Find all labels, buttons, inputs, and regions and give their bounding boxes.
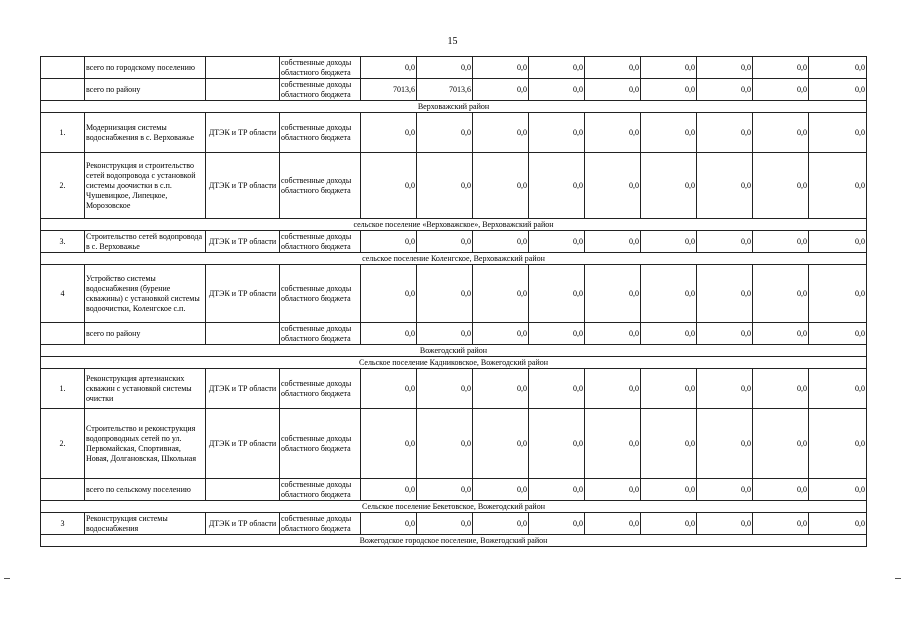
amount-cell: 0,0 — [361, 113, 417, 153]
amount-cell: 0,0 — [585, 369, 641, 409]
row-number: 3 — [41, 513, 85, 535]
amount-cell: 0,0 — [809, 57, 867, 79]
amount-cell: 0,0 — [529, 513, 585, 535]
amount-cell: 0,0 — [361, 513, 417, 535]
scan-mark-right — [895, 578, 901, 579]
amount-cell: 0,0 — [641, 479, 697, 501]
section-header-row — [41, 535, 867, 547]
measure-name: всего по району — [85, 323, 206, 345]
amount-cell: 0,0 — [585, 231, 641, 253]
amount-cell: 0,0 — [585, 409, 641, 479]
amount-cell: 0,0 — [529, 323, 585, 345]
amount-cell: 0,0 — [641, 265, 697, 323]
amount-cell: 0,0 — [697, 79, 753, 101]
amount-cell: 0,0 — [753, 479, 809, 501]
amount-cell: 0,0 — [473, 479, 529, 501]
amount-cell: 0,0 — [697, 265, 753, 323]
amount-cell: 0,0 — [809, 231, 867, 253]
amount-cell: 0,0 — [417, 231, 473, 253]
amount-cell: 0,0 — [585, 113, 641, 153]
measure-name: Модернизация системы водоснабжения в с. Верховажье — [85, 113, 206, 153]
executor — [206, 323, 280, 345]
executor: ДТЭК и ТР области — [206, 113, 280, 153]
amount-cell: 0,0 — [473, 369, 529, 409]
amount-cell: 0,0 — [641, 369, 697, 409]
amount-cell: 0,0 — [753, 153, 809, 219]
amount-cell: 0,0 — [361, 57, 417, 79]
amount-cell: 7013,6 — [361, 79, 417, 101]
amount-cell: 0,0 — [697, 479, 753, 501]
executor — [206, 57, 280, 79]
section-title: Верховажский район — [41, 101, 867, 113]
amount-cell: 0,0 — [641, 79, 697, 101]
row-number: 3. — [41, 231, 85, 253]
table-row — [41, 153, 867, 219]
amount-cell: 0,0 — [697, 231, 753, 253]
amount-cell: 0,0 — [809, 513, 867, 535]
amount-cell: 7013,6 — [417, 79, 473, 101]
amount-cell: 0,0 — [753, 57, 809, 79]
amount-cell: 0,0 — [361, 479, 417, 501]
amount-cell: 0,0 — [697, 153, 753, 219]
section-title: Вожегодский район — [41, 345, 867, 357]
amount-cell: 0,0 — [585, 323, 641, 345]
amount-cell: 0,0 — [361, 369, 417, 409]
section-header-row — [41, 357, 867, 369]
amount-cell: 0,0 — [529, 153, 585, 219]
amount-cell: 0,0 — [417, 369, 473, 409]
amount-cell: 0,0 — [753, 369, 809, 409]
measure-name: Реконструкция артезианских скважин с установкой системы очистки — [85, 369, 206, 409]
row-number: 2. — [41, 153, 85, 219]
amount-cell: 0,0 — [753, 323, 809, 345]
section-header-row — [41, 345, 867, 357]
section-header-row — [41, 219, 867, 231]
executor: ДТЭК и ТР области — [206, 409, 280, 479]
table-row — [41, 231, 867, 253]
amount-cell: 0,0 — [529, 113, 585, 153]
amount-cell: 0,0 — [529, 231, 585, 253]
amount-cell: 0,0 — [361, 409, 417, 479]
amount-cell: 0,0 — [473, 153, 529, 219]
amount-cell: 0,0 — [697, 113, 753, 153]
row-number: 2. — [41, 409, 85, 479]
measure-name: всего по району — [85, 79, 206, 101]
income-source: собственные доходы областного бюджета — [280, 409, 361, 479]
amount-cell: 0,0 — [641, 57, 697, 79]
amount-cell: 0,0 — [697, 57, 753, 79]
amount-cell: 0,0 — [417, 323, 473, 345]
amount-cell: 0,0 — [361, 231, 417, 253]
amount-cell: 0,0 — [417, 113, 473, 153]
table-row — [41, 479, 867, 501]
measure-name: всего по сельскому поселению — [85, 479, 206, 501]
amount-cell: 0,0 — [473, 409, 529, 479]
amount-cell: 0,0 — [473, 323, 529, 345]
amount-cell: 0,0 — [697, 513, 753, 535]
amount-cell: 0,0 — [473, 265, 529, 323]
amount-cell: 0,0 — [809, 409, 867, 479]
table-row — [41, 513, 867, 535]
scan-mark-left — [4, 578, 10, 579]
amount-cell: 0,0 — [529, 57, 585, 79]
amount-cell: 0,0 — [529, 265, 585, 323]
row-number — [41, 479, 85, 501]
amount-cell: 0,0 — [417, 153, 473, 219]
income-source: собственные доходы областного бюджета — [280, 323, 361, 345]
table-row — [41, 113, 867, 153]
executor: ДТЭК и ТР области — [206, 369, 280, 409]
amount-cell: 0,0 — [585, 479, 641, 501]
amount-cell: 0,0 — [809, 323, 867, 345]
amount-cell: 0,0 — [585, 153, 641, 219]
income-source: собственные доходы областного бюджета — [280, 231, 361, 253]
amount-cell: 0,0 — [641, 409, 697, 479]
amount-cell: 0,0 — [697, 323, 753, 345]
amount-cell: 0,0 — [641, 323, 697, 345]
amount-cell: 0,0 — [585, 79, 641, 101]
section-header-row — [41, 253, 867, 265]
amount-cell: 0,0 — [585, 57, 641, 79]
amount-cell: 0,0 — [753, 79, 809, 101]
amount-cell: 0,0 — [753, 513, 809, 535]
amount-cell: 0,0 — [361, 153, 417, 219]
measure-name: Строительство сетей водопровода в с. Верховажье — [85, 231, 206, 253]
section-header-row — [41, 501, 867, 513]
amount-cell: 0,0 — [361, 265, 417, 323]
amount-cell: 0,0 — [753, 265, 809, 323]
amount-cell: 0,0 — [641, 153, 697, 219]
measure-name: Строительство и реконструкция водопроводных сетей по ул. Первомайская, Спортивная, Новая, Долгановская, Школьная — [85, 409, 206, 479]
amount-cell: 0,0 — [473, 57, 529, 79]
executor: ДТЭК и ТР области — [206, 265, 280, 323]
amount-cell: 0,0 — [473, 113, 529, 153]
amount-cell: 0,0 — [529, 409, 585, 479]
amount-cell: 0,0 — [809, 79, 867, 101]
amount-cell: 0,0 — [641, 113, 697, 153]
row-number: 1. — [41, 369, 85, 409]
income-source: собственные доходы областного бюджета — [280, 513, 361, 535]
income-source: собственные доходы областного бюджета — [280, 113, 361, 153]
table-row — [41, 409, 867, 479]
amount-cell: 0,0 — [529, 79, 585, 101]
amount-cell: 0,0 — [473, 231, 529, 253]
section-header-row — [41, 101, 867, 113]
measure-name: Устройство системы водоснабжения (бурение скважины) с установкой системы водоочистки, Коленгское с.п. — [85, 265, 206, 323]
amount-cell: 0,0 — [417, 57, 473, 79]
row-number: 1. — [41, 113, 85, 153]
amount-cell: 0,0 — [529, 479, 585, 501]
row-number: 4 — [41, 265, 85, 323]
amount-cell: 0,0 — [809, 113, 867, 153]
section-title: Вожегодское городское поселение, Вожегодский район — [41, 535, 867, 547]
row-number — [41, 79, 85, 101]
income-source: собственные доходы областного бюджета — [280, 57, 361, 79]
measure-name: Реконструкция системы водоснабжения — [85, 513, 206, 535]
amount-cell: 0,0 — [641, 231, 697, 253]
executor — [206, 79, 280, 101]
amount-cell: 0,0 — [753, 409, 809, 479]
amount-cell: 0,0 — [417, 409, 473, 479]
amount-cell: 0,0 — [585, 513, 641, 535]
measure-name: всего по городскому поселению — [85, 57, 206, 79]
table-row — [41, 369, 867, 409]
amount-cell: 0,0 — [809, 265, 867, 323]
page-number: 15 — [447, 36, 458, 47]
section-title: Сельское поселение Бекетовское, Вожегодский район — [41, 501, 867, 513]
amount-cell: 0,0 — [753, 231, 809, 253]
income-source: собственные доходы областного бюджета — [280, 369, 361, 409]
amount-cell: 0,0 — [753, 113, 809, 153]
amount-cell: 0,0 — [473, 513, 529, 535]
amount-cell: 0,0 — [697, 369, 753, 409]
amount-cell: 0,0 — [697, 409, 753, 479]
amount-cell: 0,0 — [417, 265, 473, 323]
amount-cell: 0,0 — [641, 513, 697, 535]
income-source: собственные доходы областного бюджета — [280, 153, 361, 219]
table-row — [41, 57, 867, 79]
income-source: собственные доходы областного бюджета — [280, 265, 361, 323]
amount-cell: 0,0 — [417, 513, 473, 535]
section-title: сельское поселение Коленгское, Верховажский район — [41, 253, 867, 265]
amount-cell: 0,0 — [585, 265, 641, 323]
amount-cell: 0,0 — [417, 479, 473, 501]
table-row — [41, 265, 867, 323]
executor: ДТЭК и ТР области — [206, 231, 280, 253]
amount-cell: 0,0 — [809, 479, 867, 501]
table-row — [41, 323, 867, 345]
amount-cell: 0,0 — [809, 153, 867, 219]
row-number — [41, 57, 85, 79]
measure-name: Реконструкция и строительство сетей водопровода с установкой системы доочистки в с.п. Чушевицкое, Липецкое, Морозовское — [85, 153, 206, 219]
amount-cell: 0,0 — [529, 369, 585, 409]
executor — [206, 479, 280, 501]
funding-table — [40, 56, 867, 547]
amount-cell: 0,0 — [361, 323, 417, 345]
executor: ДТЭК и ТР области — [206, 513, 280, 535]
income-source: собственные доходы областного бюджета — [280, 479, 361, 501]
executor: ДТЭК и ТР области — [206, 153, 280, 219]
amount-cell: 0,0 — [473, 79, 529, 101]
section-title: Сельское поселение Кадниковское, Вожегодский район — [41, 357, 867, 369]
section-title: сельское поселение «Верховажское», Верховажский район — [41, 219, 867, 231]
income-source: собственные доходы областного бюджета — [280, 79, 361, 101]
table-row — [41, 79, 867, 101]
row-number — [41, 323, 85, 345]
amount-cell: 0,0 — [809, 369, 867, 409]
